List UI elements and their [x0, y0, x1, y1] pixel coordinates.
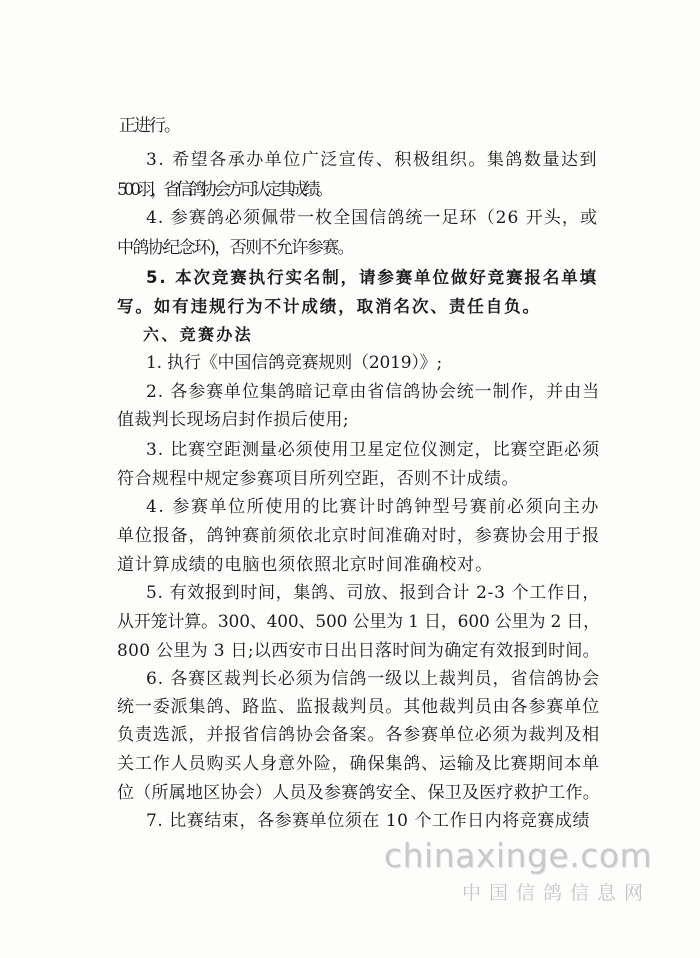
document-line: 2. 各参赛单位集鸽暗记章由省信鸽协会统一制作，并由当: [146, 382, 600, 402]
document-line: 六、竞赛办法: [143, 325, 253, 344]
document-line: 800 公里为 3 日;以西安市日出日落时间为确定有效报到时间。: [117, 641, 600, 661]
document-line: 500 羽，省信鸽协会方可认定其成绩。: [117, 180, 329, 200]
document-line: 值裁判长现场启封作损后使用;: [117, 410, 349, 430]
document-line: 7. 比赛结束，各参赛单位须在 10 个工作日内将竞赛成绩: [146, 811, 590, 831]
document-line: 统一委派集鸽、路监、监报裁判员。其他裁判员由各参赛单位: [117, 697, 600, 717]
document-line: 写。如有违规行为不计成绩，取消名次、责任自负。: [117, 297, 541, 316]
document-line: 从开笼计算。300、400、500 公里为 1 日，600 公里为 2 日，: [117, 612, 600, 632]
document-line: 中鸽协纪念环)，否则不允许参赛。: [117, 238, 353, 258]
document-line: 关工作人员购买人身意外险，确保集鸽、运输及比赛期间本单: [117, 754, 600, 774]
document-line: 道计算成绩的电脑也须依照北京时间准确校对。: [117, 555, 493, 575]
document-line: 负责选派，并报省信鸽协会备案。各参赛单位必须为裁判及相: [117, 725, 600, 745]
watermark-domain: chinaxinge.com: [384, 836, 653, 875]
document-line: 1. 执行《中国信鸽竞赛规则（2019）》;: [146, 353, 442, 373]
document-line: 5. 本次竞赛执行实名制，请参赛单位做好竞赛报名单填: [146, 268, 598, 287]
document-line: 3. 希望各承办单位广泛宣传、积极组织。集鸽数量达到: [146, 150, 598, 170]
document-line: 符合规程中规定参赛项目所列空距，否则不计成绩。: [117, 469, 519, 489]
document-line: 位（所属地区协会）人员及参赛鸽安全、保卫及医疗救护工作。: [117, 783, 600, 803]
document-line: 6. 各赛区裁判长必须为信鸽一级以上裁判员，省信鸽协会: [146, 669, 600, 689]
watermark-site-name: 中国信鸽信息网: [462, 882, 652, 904]
document-line: 4. 参赛单位所使用的比赛计时鸽钟型号赛前必须向主办: [146, 497, 600, 517]
document-line: 正进行。: [119, 116, 179, 136]
document-line: 4. 参赛鸽必须佩带一枚全国信鸽统一足环（26 开头，或: [146, 208, 598, 228]
document-line: 单位报备，鸽钟赛前须依北京时间准确对时，参赛协会用于报: [117, 526, 600, 546]
document-line: 5. 有效报到时间，集鸽、司放、报到合计 2-3 个工作日，: [146, 583, 600, 603]
document-line: 3. 比赛空距测量必须使用卫星定位仪测定，比赛空距必须: [146, 440, 600, 460]
